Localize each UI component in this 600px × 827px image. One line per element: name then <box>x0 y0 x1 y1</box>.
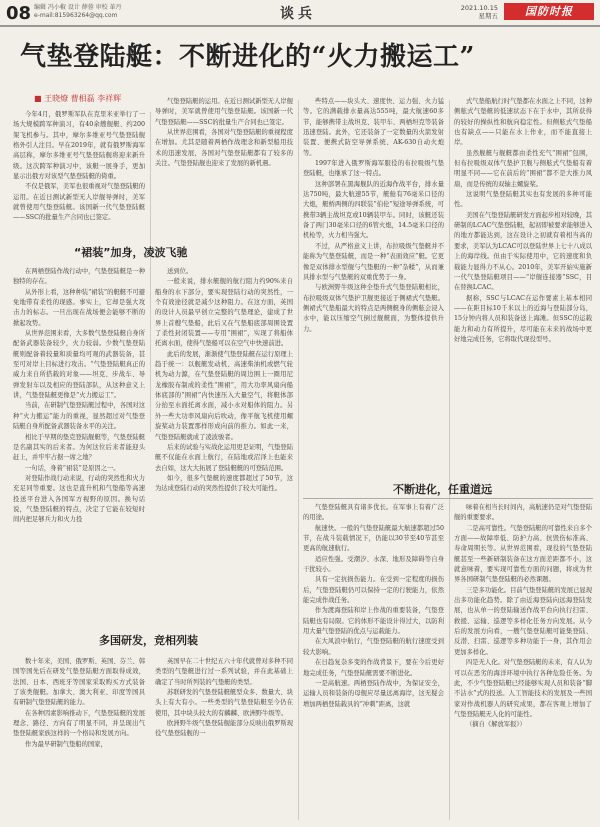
paragraph: 苏联研发的气垫登陆艇艇型众多、数量大、块头上有大有小。一些类型的气垫登陆艇至今仍在使用，其中块头较大的有麟麟、欧洲野牛级等。 <box>155 689 293 717</box>
text-col1a <box>13 110 145 234</box>
editors-names: 编辑 冯小椒 设计 薛蓉 审校 革丹 <box>34 4 122 11</box>
paragraph: 这说明气垫登陆艇其实也有发展的多种可能性。 <box>454 191 592 209</box>
paragraph: 此后的发展，渐渐使气垫登陆艇在运行原理上趋于统一：以舰艇发动机、高速柴油机或燃气轮机为动力源，在气垫登陆艇的周边围上一圈用尼龙橡胶布制成的柔性“围裙”，用大功率风扇向船体底部的“围裙”内快速压入大量空气，将艇体部分抬至水面托离水面，减小水对船体的阻力。另外一些大功率风扇向后吹动，像平航飞机使用螺旋桨动力装置那样形成向前的推力。如此一来，气垫登陆艇就成了凌波骏者。 <box>155 350 293 441</box>
paragraph: 在日趋复杂多变的作战背景下，要在今后更好地完成任务，气垫登陆艇需要不断进化。 <box>303 659 444 677</box>
paragraph: 气垫登陆艇的运用。在近日测试新型无人岸舰导弹时，美军就曾使用气垫登陆艇。该国新一代气垫登陆艇——SSC的批量生产合同也已签定。 <box>155 98 293 126</box>
paragraph: 适应性强。受潮汐、水深、地形及障碍等自身干扰较小。 <box>303 555 444 574</box>
article-title: 气垫登陆艇：不断进化的“火力搬运工” <box>20 42 475 72</box>
subhead-research: 多国研发，竞相列装 <box>99 634 198 647</box>
paragraph: 后来的试验与实战化运用更是证明，气垫登陆艇不仅能在水面上航行，在陆地或沼泽上也能来去自如，这大大拓展了登陆艇艇的可登陆范围。 <box>155 443 293 472</box>
editors-email: e-mail:815963264@qq.com <box>34 12 118 19</box>
paragraph: 送到位。 <box>167 268 193 275</box>
paragraph: 四是无人化。对气垫登陆艇的未来，有人认为可以在恶劣的海洋环境中执行各种危险任务。为此，不少气垫登陆艇已经能够实现人员和装备“脚不沾水”式的投送。人工智能技术的发展及一些国家对作战机器人的研究成果，都在客观上增加了气垫登陆艇无人化的可能性。 <box>454 659 592 718</box>
paragraph: 不仅是俄军，美军也很重视对气垫登陆艇的运用。在近日测试新型无人岸舰导弹时，美军就曾使用气垫登陆艇。该国新一代气垫登陆艇——SSC的批量生产合同也已签定。 <box>13 183 145 222</box>
text-col2b <box>155 267 293 619</box>
paragraph: 些特点——块头大、速度快、运力强、火力猛等。它的满载排水量高达555吨，最大航速60多节，能够携带主战坦克、装甲车、两栖坦克等装备迅速登陆。此外，它还装备了一定数量的火箭发射装置、便携式防空导弹系统、AK-630自动火炮等。 <box>303 98 444 157</box>
paragraph: 式气垫船航行时气垫都在水面之上不同，这种侧舷式气垫艇的低速状态下在于水中，其所获得的较好的操纵性和航向稳定性。但侧舷式气垫船也有缺点——只能在水上作业，而不能直接上岸。 <box>454 98 592 147</box>
text-col2a <box>155 97 293 221</box>
paragraph: 数十年来，美国、俄罗斯、英国、芬兰、韩国等国先后在研发气垫登陆艇方面取得成效，法国、日本、西班牙等国家采取购买方式装备了该类舰艇。加拿大、澳大利亚、印度等国具有研制气垫登陆艇的能力。 <box>13 658 145 707</box>
column-divider <box>449 100 450 820</box>
paragraph: 在两栖登陆作战行动中，气垫登陆艇是一种独特的存在。 <box>13 268 145 286</box>
paragraph: 在各种因素影响推动下，气垫登陆艇的发展理念、路径、方向有了明显不同，并呈现出气垫登陆艇家族这样的一个格局和发展方向。 <box>13 709 145 738</box>
paragraph: 对登陆作战行动来说，行动的突然性和火力充足同等重要。这也是直升机和气垫船等高速投送平台进入各国军方视野的原因。换句话说，气垫登陆艇的特点，决定了它能在较短时间内把足够兵力和火力投 <box>13 474 145 524</box>
paragraph: 味着在相当长时间内，高航速仍是对气垫登陆舰的重要要求。 <box>454 504 592 522</box>
paragraph: 一句话，身着“裙装”是原因之一。 <box>25 464 120 472</box>
issue-date <box>460 4 498 20</box>
paragraph: 从世界范围看，各国对气垫登陆艇的重视程度在增加。尤其是随着两栖作战理念和新型船用技术的迅速发展，各国对气垫登陆艇都有了较多的关注。气垫登陆舰也迎来了发展的新机遇。 <box>155 129 293 168</box>
subhead-evolving: 不断进化，任重道远 <box>393 483 492 496</box>
paragraph: 具有一定抗损伤能力。在受到一定程度的损伤后，气垫登陆艇仍可以保持一定的行驶能力，依然能完成作战任务。 <box>303 576 444 605</box>
newspaper-logo: 国防时报 <box>504 3 594 20</box>
article-byline: ■ 王晓燎 曹相磊 李祥辉 <box>34 94 122 103</box>
paragraph: （摘自《解放军报》） <box>466 721 526 729</box>
text-col4a <box>454 97 592 479</box>
paragraph: 英国早在二十世纪五六十年代就曾对多种不同类型的气垫艇进行过一系列试验，并在此基础上确定了当时所列装的气垫艇的类型。 <box>155 658 293 686</box>
paragraph: 与欧洲野牛级这种全垫升式气垫登陆艇相比，布拉吸级双体气垫护卫舰更接近于侧裙式气垫艇。侧裙式气垫船最大的特点是两侧艇身的侧舷会浸入水中，能以压缩空气倒过舰艇面，为整体提供升力。 <box>303 284 444 333</box>
paragraph: 不过，从严格意义上讲，布拉吸级气垫艇并不能称为气垫登陆艇，而是一种“表面效应”艇。它更像是双体排水型舰与气垫艇的一种“杂糅”，从而兼具排水型与气垫艇的双重优势于一身。 <box>303 242 444 281</box>
paragraph: 航速快。一般的气垫登陆艇最大航速都超过50节，在战斗装载情况下，仍能以30节至40节甚至更高的航速航行。 <box>303 524 444 553</box>
paragraph: 气垫登陆艇具有诸多优长。在军事上有着广泛的用途。 <box>303 504 444 522</box>
paragraph: 如今，很多气垫艇的速度都超过了50节，这为达成登陆行动的突然性提供了较大可能性。 <box>155 474 293 493</box>
page-number: 08 <box>6 3 32 24</box>
header-rule <box>0 25 600 27</box>
text-col3a <box>303 97 444 479</box>
paragraph: 欧洲野牛级气垫登陆舰能部分反映出俄罗斯现役气垫登陆舰的一 <box>155 720 293 738</box>
date-text: 2021.10.15 <box>460 4 498 12</box>
paragraph: 一是高航速。两栖登陆作战中，为保证安全，运输人员和装备的母舰应尽量远离海岸，这无疑会增加两栖登陆载具的“冲刺”距离，这就 <box>303 679 444 708</box>
paragraph: 美国在气垫登陆艇研发方面起步相对较晚，其研制的LCAC气垫登陆艇，起初即被要求能够进入的地方都能达到，这在设计之初就有着相当高的要求，美军认为LCAC可以登陆世界上七十八成以上的海岸线。但由于实际使用中，它的速度和负载能力显得力不从心。2010年，美军开始实施新一代气垫登陆艇项目——“岸舰连接器”SSC，目在替换LCAC。 <box>454 211 592 292</box>
weekday-text: 星期五 <box>478 12 498 20</box>
paragraph: 1997年进入俄罗斯海军服役的布拉吸级气垫登陆艇，也继承了这一特点。 <box>303 160 444 178</box>
paragraph: 相比于早期的垫克登陆舰艇等，气垫登陆艇是名副其实的后来者。为何这位后来者能迎头赶上，并牢牢占据一席之地？ <box>13 433 145 462</box>
paragraph: 从世界范围来看，大多数气垫登陆艇自身所配备武器装备较少，火力较弱。少数气垫登陆艇则配备着较量和质量均可观的武器装备，甚至可对岸上目标进行攻击。“气垫登陆艇真正的威力来自所搭载的对象——坦克、步战车、导弹发射车以及相应的登陆部队，从这种意义上讲，气垫登陆艇更像是“火力搬运工”。 <box>13 330 145 400</box>
subhead-rule <box>303 498 593 499</box>
page-header <box>0 0 600 27</box>
paragraph: 三是多功能化。目前气垫登陆艇的发展已显现出多功能化趋势。除了由近海登陆向远海登陆发展，也从单一的登陆输送作战平台向执行扫雷、救援、运输、巡逻等多样化任务方向发展。从今后的发展方向看，一艘气垫登陆艇可能集登陆、反潜、扫雷、巡逻等多种功能于一身，其作用会更加多样化。 <box>454 586 592 656</box>
column-divider <box>298 100 299 820</box>
text-col1b <box>13 267 145 619</box>
column-divider <box>150 112 151 432</box>
paragraph: 在大风浪中航行，气垫登陆艇的航行速度受到较大影响。 <box>303 638 444 656</box>
text-col1c <box>13 657 145 819</box>
paragraph: 今年4月，俄罗斯军队在克里米亚举行了一场大规模跨军种演习，有40余艘舰艇、约200架飞机参与。其中，摩尔多维亚号气垫登陆舰格外引人注目。早在2019年，就有俄罗斯海军高层称，摩尔多维亚号气垫登陆舰将迎来新升级。这次跨军种演习中，该艇一展身手，更加显示出俄方对该型气垫登陆艇的倚重。 <box>13 111 145 181</box>
editors-info <box>34 4 134 20</box>
paragraph: 据称，SSC与LCAC在运作要素上基本相同——在距目标10千米以上的近海与登陆部分岛，15分钟内将人员和装备送上海滩。但SSC的运载能力和动力有所提升，尽可能在未来的战场中更好地完成任务，它将取代现役型号。 <box>454 294 592 343</box>
paragraph: 作为渡海登陆和岸上作战的重要装备，气垫登陆艇也有局限。它的体形不能设计得过大，以防利用大量气垫登陆的优点与运载能力。 <box>303 607 444 636</box>
text-col4b <box>454 503 592 821</box>
subhead-skirt: “裙装”加身，凌波飞驰 <box>74 246 188 259</box>
paragraph: 当前，在研制气垫登陆艇过程中，各国对这种“火力搬运”能力的重视，显然超过对气垫登陆艇自身所配备武器装备水平的关注。 <box>13 402 145 431</box>
paragraph: 一般来说，排水艇舰的航行阻力约90%来自船身的水下部分，要实现登陆行动的突然性，一个有效途径就是减少这种阻力。在这方面，英国的设计人员最早创立完整的气垫理论，建成了世界上首艘气垫船，此后又在气垫船底部周围设置了柔性封闭装置——专用“围裙”，实现了将船体托离水面，使得气垫船可以在空气中快速前进。 <box>155 278 293 348</box>
paragraph: 从外形上看，这种种装“裙装”的艇艇不可避免地带有柔性的现感。事实上，它却是强大攻击力的标志。一旦出现在战场便会能够不断的掀起攻势。 <box>13 288 145 327</box>
text-col2c <box>155 657 293 819</box>
paragraph: 二是高可靠性。气垫登陆艇的可靠性来自多个方面——故障率低、防护力高、抗毁伤标准高、寿命周期长等。从世界范围看，现役的气垫登陆艇甚至一些新研制装备在这方面差距都不小，这就意味着，要实现可靠性方面的问题，将成为世界各国研制气垫登陆艇的必然课题。 <box>454 524 592 584</box>
paragraph: 作为最早研制气垫船的国家， <box>25 740 107 748</box>
text-col3b <box>303 503 444 821</box>
section-title: 谈兵 <box>280 6 316 22</box>
paragraph: 虽然舰艇与舰艇都由柔性充气“围裙”包围，但布拉吸级双体气垫护卫舰与侧舷式气垫船有着明显不同——它在前后的“围裙”都不是大推力风扇，而是传统的双轴主螺旋桨。 <box>454 149 592 188</box>
paragraph: 这种部署在黑海舰队的近海作战平台，排水量达750吨，最大航速55节，艇舱有76毫米口径的大炮，艇桥两侧的四联装“伯伦”短途导弹系统，可携带3辆主战坦克或10辆装甲车。同时，该艇还装备了两门30毫米口径的6管火炮，14.5毫米口径的机枪等，火力相当强大。 <box>303 180 444 240</box>
